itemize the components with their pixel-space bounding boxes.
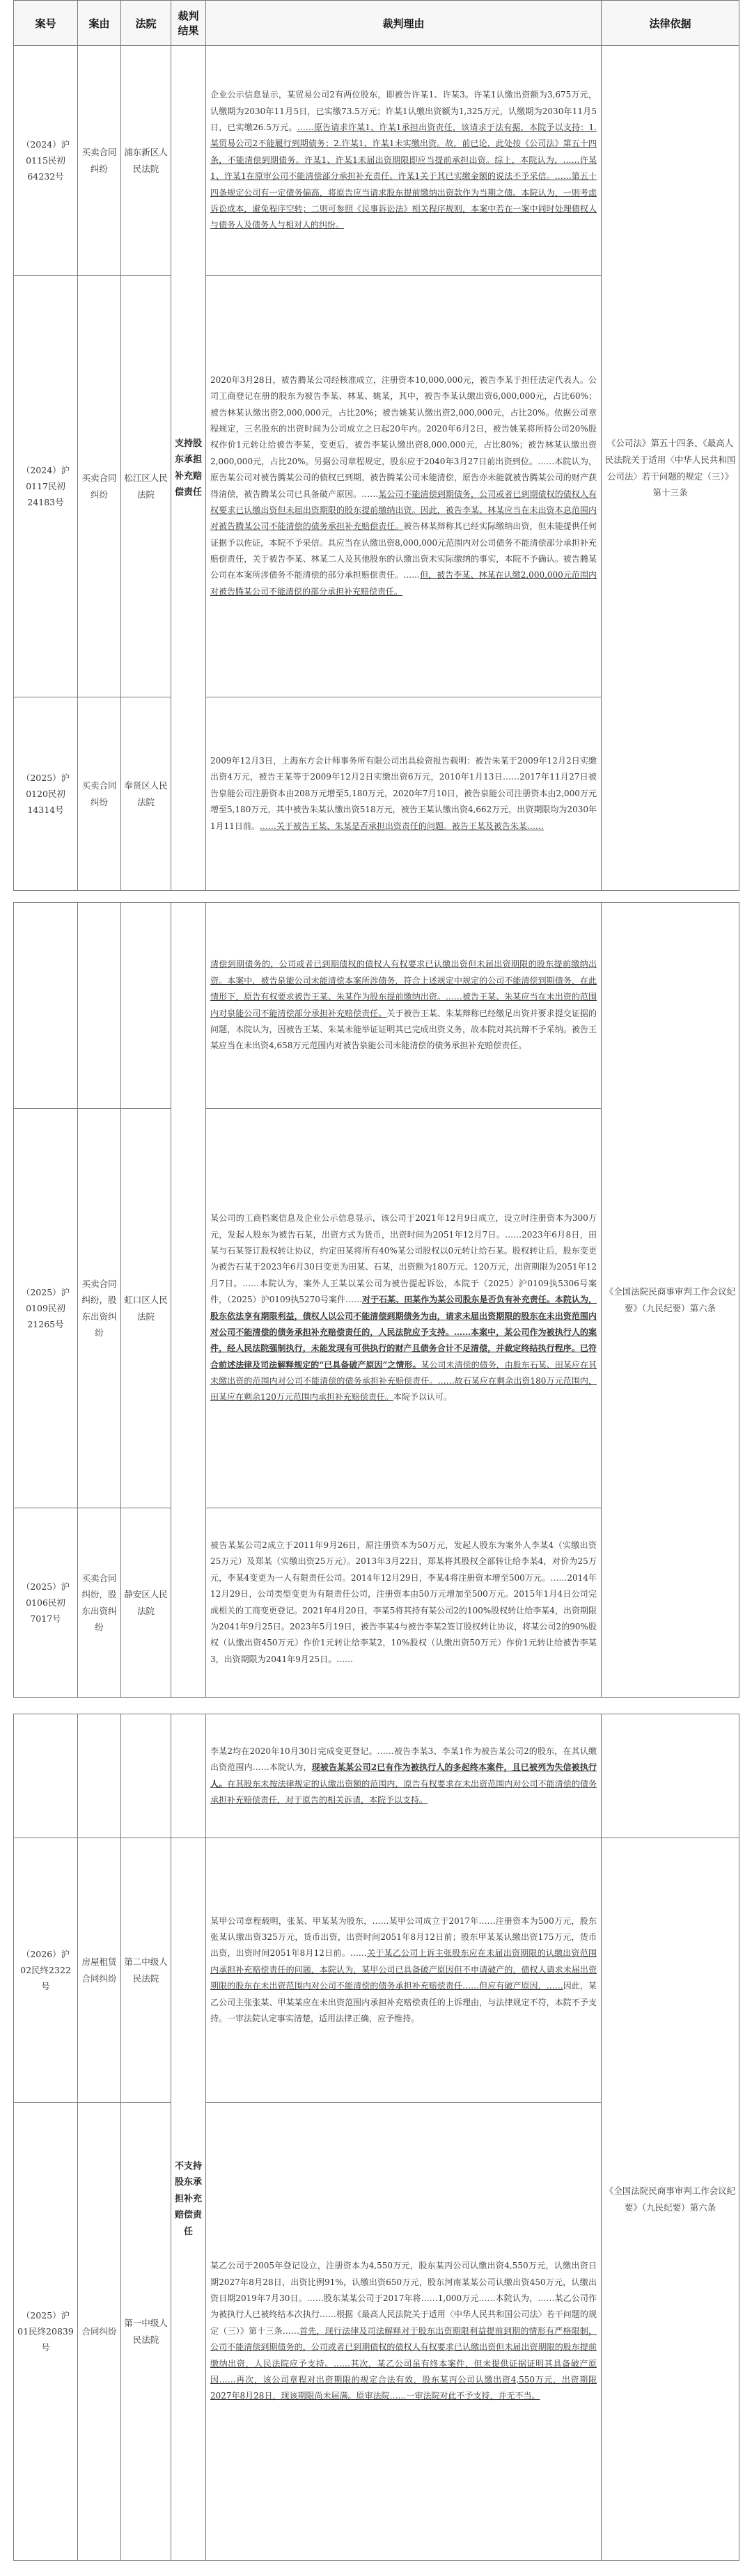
reason-text-highlight: 首先，现行法律及司法解释对于股东出资期限利益提前到期的情形有严格限制，公司不能清偿到期债务的，公司或者已到期债权的债权人有权要求已认缴出资但未届出资期限的股东提前缴纳出资，人民法院应予支持。……其次，某乙公司虽有终本案件，但未提供证据证明其具备破产原因…… — [210, 2325, 597, 2385]
case-court: 静安区人民法院 — [121, 1508, 171, 1698]
case-number-continued — [14, 903, 78, 1109]
case-number-continued — [14, 1714, 78, 1838]
case-reasoning — [206, 903, 602, 1109]
case-reasoning — [206, 697, 602, 891]
case-number: （2024）沪0117民初24183号 — [14, 276, 78, 697]
case-cause: 买卖合同纠纷，股东出资纠纷 — [78, 1508, 121, 1698]
case-reasoning — [206, 2103, 602, 2561]
case-reasoning — [206, 46, 602, 276]
reason-text-highlight: 再次，该公司章程对出资期限的规定合法有效，股东某丙公司认缴出资4,550万元，出资期限2027年8月28日，现该期限尚未届满。原审法院……一审法院对此不予支持，并无不当。 — [210, 2374, 597, 2401]
table-row — [14, 1838, 739, 2103]
reason-text: 被告某某公司2成立于2011年9月26日，原注册资本为50万元，发起人股东为案外人李某4（实缴出资25万元）及郑某（实缴出资25万元）。2013年3月22日，郑某将其股权全部转让给李某4，对价为25万元，李某4变更为一人有限责任公司。2014年12月29日，李某4将注册资本增至500万元。……2014年12月29日，公司类型变更为有限责任公司，注册资本由50万元增加至500万元。2015年1月4日公司完成相关的工商变更登记。2021年4月20日，李某5将其持有某公司2的100%股权转让给李某4，出资期限为2041年9月25日。2023年5月19日，被告李某4与被告李某2签订股权转让协议，将某公司2的90%股权（认缴出资450万元）作价1元转让给李某2，10%股权（认缴出资50万元）作价1元转让给被告李某3，出资期限为2041年9月25日。…… — [210, 1540, 597, 1664]
table-page-2 — [13, 902, 739, 1697]
case-number: （2025）沪01民终20839号 — [14, 2103, 78, 2561]
case-result: 不支持股东承担补充赔偿责任 — [171, 1838, 206, 2561]
judgment-table — [13, 1714, 739, 2561]
reason-text: 某甲公司章程载明，张某、甲某某为股东，……某甲公司成立于2017年……注册资本为500万元，股东张某认缴出资325万元，货币出资，出资时间2051年8月12日前；股东甲某某认缴出资175万元，货币出资，出资时间2051年8月12日前。…… — [210, 1915, 597, 1959]
case-number: （2025）沪0106民初7017号 — [14, 1508, 78, 1698]
case-court: 奉贤区人民法院 — [121, 697, 171, 891]
reason-text-highlight: 因此，被告李某、林某应当在未出资本息范围内对被告腾某公司不能清偿的债务承担补充赔偿责任。 — [210, 505, 597, 532]
judgment-table — [13, 902, 739, 1698]
reason-text: 被告林某辩称其已经实际缴纳出资，但未能提供任何证据予以佐证，本院不予采信。具应当在认缴出资8,000,000元范围内对公司债务不能清偿部分承担补充赔偿责任，关于被告李某、林某二人及其他股东的认缴出资未实际缴纳的事实，本院不予确认。被告腾某公司在本案所涉债务不能清偿的部分承担赔偿责任。…… — [210, 521, 597, 580]
reason-text-highlight: 本院认为，一则考虑诉讼成本，避免程序空转；二则可参照《民事诉讼法》相关程序规则，本案中若在一案中同时处理债权人与债务人及债务人与相对人的纠纷。 — [210, 187, 597, 230]
case-cause-continued — [78, 903, 121, 1109]
case-court: 浦东新区人民法院 — [121, 46, 171, 276]
case-cause: 买卖合同纠纷，股东出资纠纷 — [78, 1109, 121, 1508]
header-result: 裁判结果 — [171, 1, 206, 46]
judgment-table — [13, 0, 739, 891]
case-cause: 买卖合同纠纷 — [78, 276, 121, 697]
table-row — [14, 903, 739, 1109]
reason-text: 2020年3月28日，被告腾某公司经核准成立，注册资本10,000,000元，被告李某于担任法定代表人。公司工商登记在册的股东为被告李某、林某、姚某，其中，被告李某认缴出资6,000,000元，占比60%；被告林某认缴出资2,000,000元，占比20%；被告姚某认缴出资2,000,000元，占比20%。依据公司章程规定，三名股东的出资时间为公司成立之日起20年内。2020年6月2日，被告姚某将所持公司20%股权作价1元转让给被告李某，变更后，被告李某认缴出资8,000,000元，占比80%；被告林某认缴出资2,000,000元，占比20%。另据公司章程规定，股东应于2040年3月27日前出资到位。 — [210, 374, 597, 466]
table-page-1 — [13, 0, 739, 884]
reason-text-emphasis: ……本案中，某公司作为被执行人的案件，经人民法院强制执行，未能发现有可供执行的财产且债务合计不足清偿，并裁定终结执行程序。已符合前述法律及司法解释规定的“已具备破产原因”之情形。 — [210, 1327, 597, 1370]
case-reasoning — [206, 1508, 602, 1698]
case-result: 支持股东承担补充赔偿责任 — [171, 46, 206, 891]
legal-basis: 《全国法院民商事审判工作会议纪要》（九民纪要）第六条 — [602, 903, 739, 1698]
case-reasoning — [206, 1714, 602, 1838]
reason-text-highlight: 某公司不能清偿到期债务，公司或者已到期债权的债权人有权要求已认缴出资但未届出资期限的股东提前缴纳出资。 — [210, 489, 597, 515]
case-result-continued — [171, 903, 206, 1698]
case-number: （2025）沪0120民初14314号 — [14, 697, 78, 891]
case-reasoning — [206, 1109, 602, 1508]
reason-text: 因此，某乙公司主张张某、甲某某应在未出资范围内承担补充赔偿责任的上诉理由，与法律规定不符，本院不予支持。一审法院认定事实清楚，适用法律正确，应予维持。 — [210, 1981, 597, 2023]
reason-text-emphasis: 对于石某、田某作为某公司股东是否负有补充责任。本院认为，股东依法享有期限利益，债权人以公司不能清偿到期债务为由，请求未届出资期限的股东在未出资范围内对公司不能清偿的债务承担补充赔偿责任的，人民法院应予支持。 — [210, 1295, 597, 1337]
case-court-continued — [121, 903, 171, 1109]
header-legal-basis: 法律依据 — [602, 1, 739, 46]
case-reasoning — [206, 1838, 602, 2103]
case-number: （2026）沪02民终2322号 — [14, 1838, 78, 2103]
legal-basis: 《全国法院民商事审判工作会议纪要》（九民纪要）第六条 — [602, 1838, 739, 2561]
reason-text-highlight: 但，被告李某、林某在认缴2,000,000元范围内对被告腾某公司不能清偿的部分承担补充赔偿责任。 — [210, 570, 597, 596]
reason-text: ……本院认为，原告某公司对被告腾某公司的债权已到期，被告腾某公司未能清偿，原告亦未能就被告腾某公司的财产获得清偿，被告腾某公司已具备破产原因。…… — [210, 456, 597, 499]
reason-text: 本院予以认可。 — [393, 1392, 452, 1402]
reason-text-highlight: 综上，本院认为，……许某1、许某1在原审公司不能清偿部分承担补充责任。许某1关于其已实缴金额的说法不予采信。……第五十四条规定公司有一定债务偏高，将原告应当请求股东提前缴纳出资款作为当期之债。 — [210, 155, 597, 198]
legal-basis: 《公司法》第五十四条、《最高人民法院关于适用〈中华人民共和国公司法〉若干问题的规定（三）》第十三条 — [602, 46, 739, 891]
reason-text: 某公司的工商档案信息及企业公示信息显示，该公司于2021年12月9日成立，设立时注册资本为300万元，发起人股东为被告石某，出资方式为货币，出资时间为2051年12月7日。……2023年6月8日，田某与石某签订股权转让协议，约定田某将所有40%某公司股权以0元转让给石某。股权转让后，股东变更为被告石某于2023年6月30日变更为田某、石某，出资额为180万元、120万元，出资期限为2051年12月7日。…… — [210, 1213, 597, 1288]
case-cause: 买卖合同纠纷 — [78, 697, 121, 891]
table-row — [14, 46, 739, 276]
reason-text-highlight: 故，前已论，此处按《公司法》第五十四条，不能清偿到期债务。许某1、许某1未届出资期限即应当提前承担出资。 — [210, 139, 597, 165]
header-court: 法院 — [121, 1, 171, 46]
reason-text-highlight: 在其股东未按法律规定的认缴出资额的范围内，原告有权要求在未出资范围内对公司不能清偿的债务承担补充赔偿责任，对于原告的相关诉请，本院予以支持。 — [210, 1778, 597, 1805]
case-court-continued — [121, 1714, 171, 1838]
case-cause: 买卖合同纠纷 — [78, 46, 121, 276]
legal-basis-continued — [602, 1714, 739, 1838]
reason-text: 关于被告王某、朱某辩称已经缴足出资并要求提交证据的问题，本院认为，因被告王某、朱某未能举证证明其已完成出资义务，故本院对其抗辩不予采纳。被告王某应当在未出资4,658万元范围内对被告泉能公司未能清偿的债务承担补充赔偿责任。 — [210, 1008, 597, 1051]
case-number: （2025）沪0109民初21265号 — [14, 1109, 78, 1508]
reason-text: 企业公示信息显示，某贸易公司2有两位股东，即被告许某1、许某3。许某1认缴出资额为3,675万元，认缴期为2030年11月5日，已实缴73.5万元；许某1认缴出资额为1,325万元，认缴期为2030年11月5日，已实缴26.5万元。 — [210, 90, 597, 133]
reason-text: 本院认为，……某乙公司作为被执行人已被终结本次执行……根据《最高人民法院关于适用〈中华人民共和国公司法〉若干问题的规定（三）》第十三条…… — [210, 2293, 597, 2336]
case-cause-continued — [78, 1714, 121, 1838]
case-cause: 房屋租赁合同纠纷 — [78, 1838, 121, 2103]
case-number: （2024）沪0115民初64232号 — [14, 46, 78, 276]
case-reasoning — [206, 276, 602, 697]
reason-text-highlight: ……原告请求许某1、许某1承担出资责任，该请求于法有据，本院予以支持：1.某贸易公司2不能履行到期债务；2.许某1、许某1未实缴出资。 — [210, 123, 597, 149]
reason-text-highlight: 某公司未清偿的债务，由股东石某、田某应在其未缴出资的范围内对公司不能清偿的债务承担补充赔偿责任。……故石某应在剩余出资180万元范围内，田某应在剩余120万元范围内承担补充赔偿责任。 — [210, 1359, 597, 1402]
reason-text: 李某2均在2020年10月30日完成变更登记。……被告李某3、李某1作为被告某公司2的股东，在其认缴出资范围内……本院认为， — [210, 1746, 597, 1773]
table-page-3 — [13, 1714, 739, 2560]
case-result-continued — [171, 1714, 206, 1838]
case-cause: 合同纠纷 — [78, 2103, 121, 2561]
header-case-no: 案号 — [14, 1, 78, 46]
reason-text-highlight: 关于某乙公司上诉主张股东应在未届出资期限的认缴出资范围内承担补充赔偿责任的问题，本院认为，某甲公司已具备破产原因但不申请破产的，债权人请求未届出资期限的股东在未出资范围内对公司不能清偿的债务承担补充赔偿责任……但应有破产原因，…… — [210, 1948, 597, 1991]
case-court: 第一中级人民法院 — [121, 2103, 171, 2561]
reason-text: 2009年12月3日，上海东方会计师事务所有限公司出具验资报告载明：被告朱某于2009年12月2日实缴出资4万元，被告王某等于2009年12月2日实缴出资6万元，2010年1月13日……2017年11月27日被告泉能公司注册资本由208万元增至5,180万元，2020年7月10日，被告泉能公司注册资本由2,000万元增至5,180万元，其中被告朱某认缴出资518万元，被告王某认缴出资4,662万元，出资期限均为2030年1月11日前。 — [210, 756, 597, 831]
reason-text-highlight: 清偿到期债务的，公司或者已到期债权的债权人有权要求已认缴出资但未届出资期限的股东提前缴纳出资。本案中，被告泉能公司未能清偿本案所涉债务，符合上述规定中规定的公司不能清偿到期债务，在此情形下，原告有权要求被告王某、朱某作为股东提前缴纳出资。……被告王某、朱某应当在未出资的范围内对泉能公司不能清偿部分承担补充赔偿责任。 — [210, 959, 597, 1018]
case-court: 第二中级人民法院 — [121, 1838, 171, 2103]
table-row — [14, 1714, 739, 1838]
case-court: 虹口区人民法院 — [121, 1109, 171, 1508]
case-court: 松江区人民法院 — [121, 276, 171, 697]
reason-text: 本院认为，案外人王某以某公司为被告提起诉讼，本院于（2025）沪0109执5306号案件，（2025）沪0109执5270号案件…… — [210, 1278, 597, 1305]
reason-text: 某乙公司于2005年登记设立，注册资本为4,550万元，股东某丙公司认缴出资4,550万元，认缴出资日期2027年8月28日，出资比例91%，认缴出资650万元，股东河南某某公司认缴出资450万元，认缴出资日期2019年7月30日。……股东某某公司于2017年将……1,000万元…… — [210, 2261, 597, 2304]
reason-text-highlight: ……关于被告王某、朱某是否承担出资责任的问题。被告王某及被告朱某…… — [259, 821, 544, 831]
header-reasoning: 裁判理由 — [206, 1, 602, 46]
reason-text-emphasis: 现被告某某公司2已有作为被执行人的多起终本案件，且已被列为失信被执行人。 — [210, 1762, 597, 1789]
header-cause: 案由 — [78, 1, 121, 46]
